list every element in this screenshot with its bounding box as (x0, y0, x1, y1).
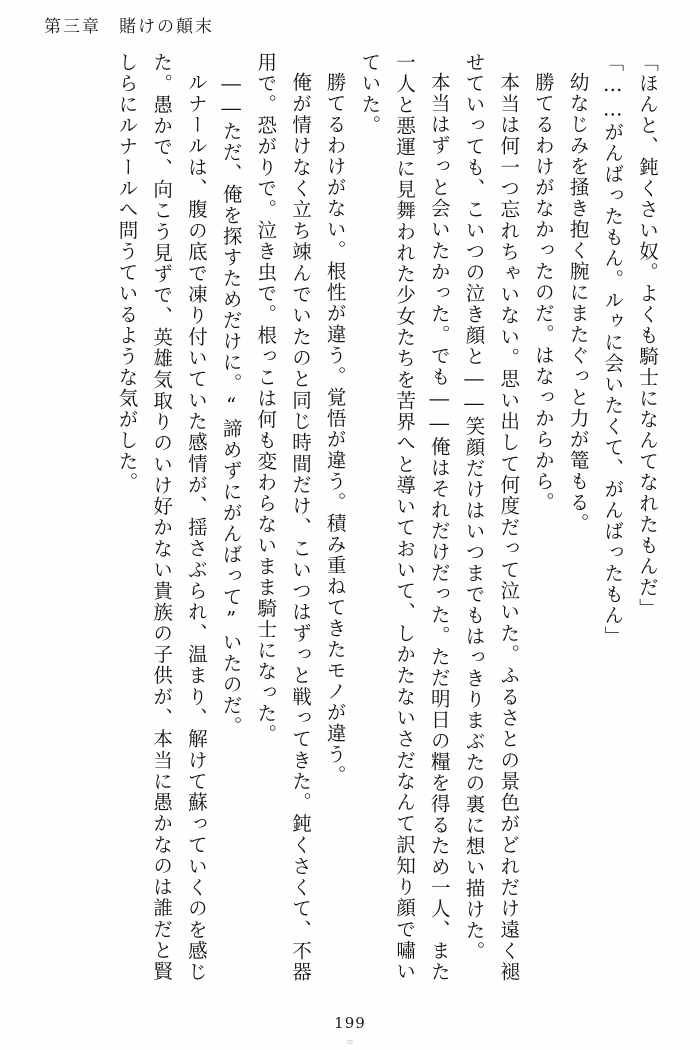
chapter-title: 賭けの顛末 (119, 17, 214, 37)
chapter-header (44, 12, 214, 37)
paragraph: ――ただ、俺を探すためだけに。“諦めずにがんばって”いたのだ。 (219, 71, 243, 737)
chapter-number: 第三章 (44, 17, 101, 37)
paragraph: 勝てるわけがなかったのだ。はなっからから。 (531, 71, 555, 513)
paragraph: 本当は何一つ忘れちゃいない。思い出して何度だって泣いた。ふるさとの景色がどれだけ遠く褪せていっても、こいつの泣き顔と――笑顔だけはいつまでもはっきりまぶたの裏に想い描けた。 (462, 52, 521, 982)
body-text (40, 52, 664, 982)
paragraph: 俺が情けなく立ち竦んでいたのと同じ時間だけ、こいつはずっと戦ってきた。鈍くさくて、不器用で。恐がりで。泣き虫で。根っこは何も変わらないまま騎士になった。 (254, 52, 312, 983)
paragraph: 本当はずっと会いたかった。でも――俺はそれだけだった。ただ明日の糧を得るため一人、また一人と悪運に見舞われた少女たちを苦界へと導いておいて、しかたないさだなんて訳知り顔で嘯いていた。 (358, 52, 451, 982)
paragraph: 「ほんと、鈍くさい奴。よくも騎士になんてなれたもんだ」 (636, 52, 659, 619)
paragraph: 勝てるわけがない。根性が違う。覚悟が違う。積み重ねてきたモノが違う。 (323, 71, 347, 786)
page-number: 199 (334, 1014, 366, 1032)
footer-mark: ≡ (346, 1038, 354, 1048)
paragraph: 幼なじみを掻き抱く腕にまたぐっと力が篭もる。 (566, 71, 590, 534)
paragraph: ルナールは、腹の底で凍り付いていた感情が、揺さぶられ、温まり、解けて蘇っていくのを感じた。愚かで、向こう見ずで、英雄気取りのいけ好かない貴族の子供が、本当に愚かなのは誰だと賢しらにルナールへ問うているような気がした。 (115, 52, 208, 982)
paragraph: 「……がんばったもん。ルゥに会いたくて、がんばったもん」 (601, 52, 625, 647)
